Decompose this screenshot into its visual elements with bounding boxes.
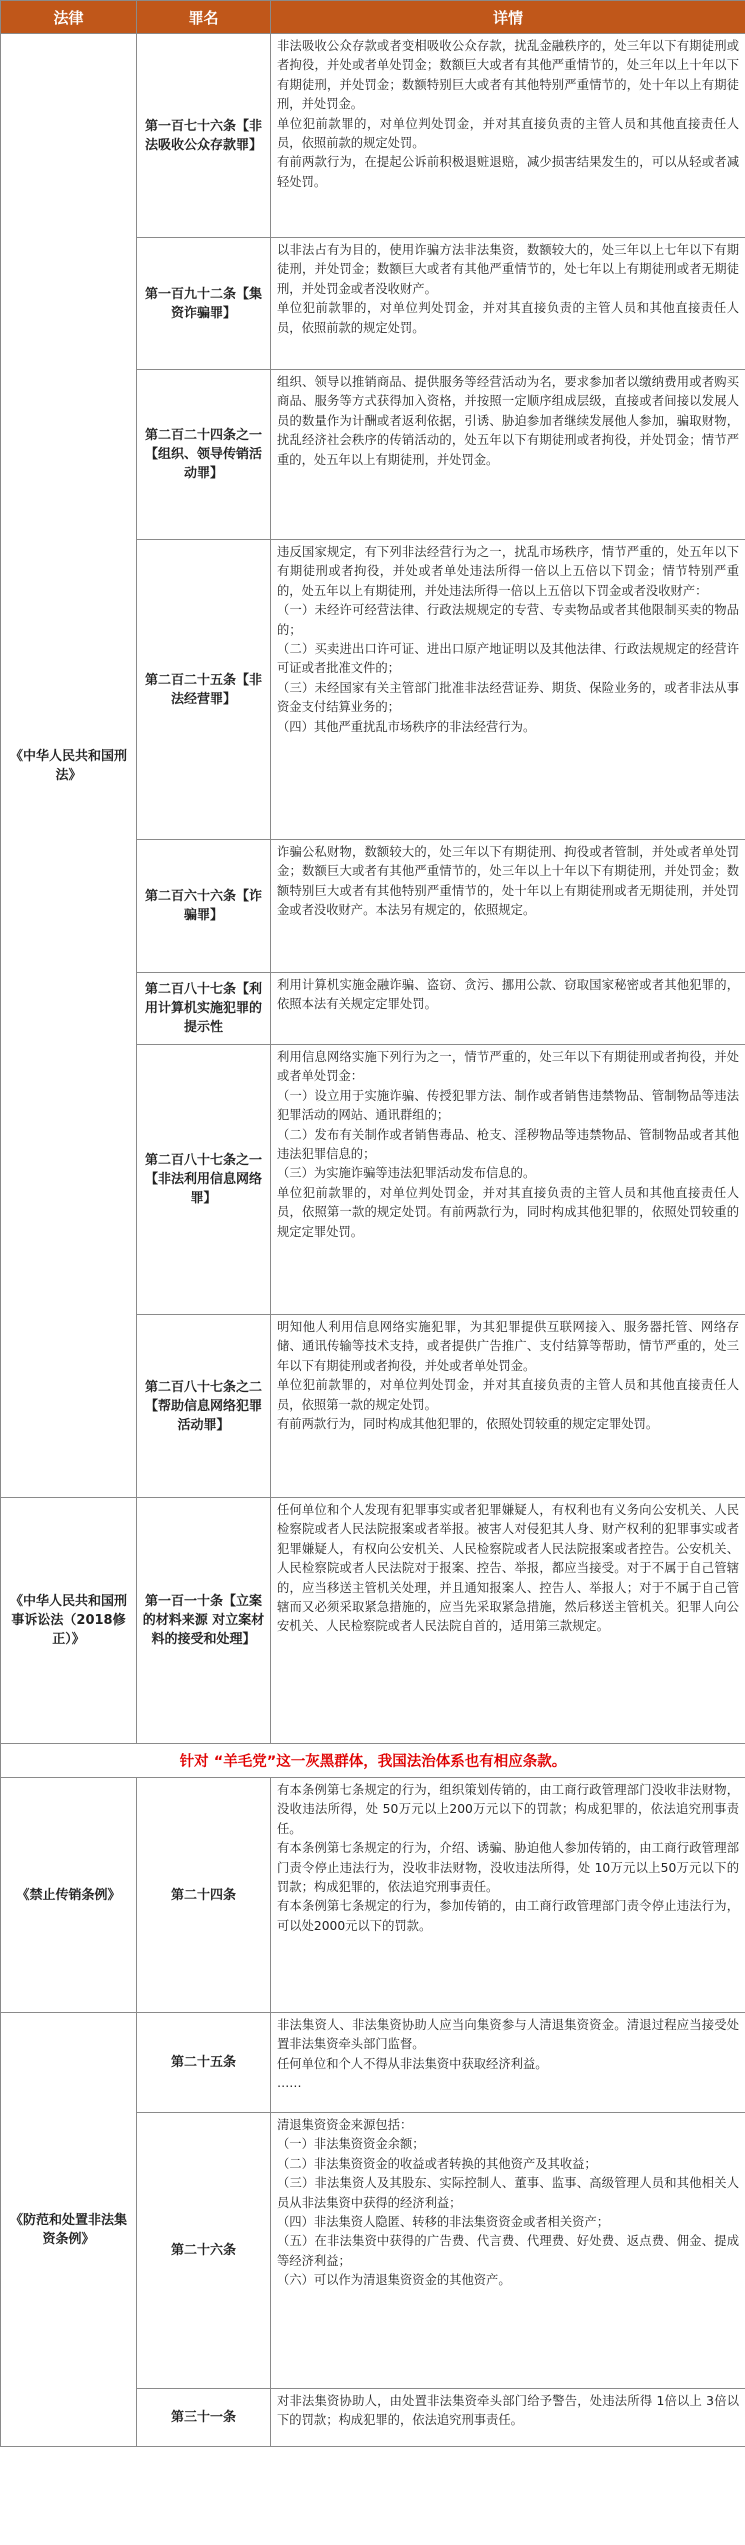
detail-line: （二）买卖进出口许可证、进出口原产地证明以及其他法律、行政法规规定的经营许可证或者批准文件的； (277, 642, 739, 676)
detail-line: （三）非法集资人及其股东、实际控制人、董事、监事、高级管理人员和其他相关人员从非法集资中获得的经济利益； (277, 2176, 739, 2210)
article-225: 第二百二十五条【非法经营罪】 (137, 540, 271, 840)
detail-line: 利用信息网络实施下列行为之一，情节严重的，处三年以下有期徒刑或者拘役，并处或者单处罚金： (277, 1050, 739, 1084)
detail-line: 单位犯前款罪的，对单位判处罚金，并对其直接负责的主管人员和其他直接责任人员，依照第一款的规定处罚。 (277, 1378, 739, 1412)
detail-line: （六）可以作为清退集资资金的其他资产。 (277, 2273, 511, 2288)
article-266: 第二百六十六条【诈骗罪】 (137, 840, 271, 973)
table-row (1, 2013, 745, 2113)
law-name-criminal-law: 《中华人民共和国刑法》 (1, 34, 137, 1498)
table-header-row (1, 1, 745, 34)
detail-line: （五）在非法集资中获得的广告费、代言费、代理费、好处费、返点费、佣金、提成等经济利益； (277, 2234, 739, 2268)
article-192: 第一百九十二条【集资诈骗罪】 (137, 238, 271, 370)
header-crime: 罪名 (137, 1, 271, 34)
detail-287-1 (271, 1045, 745, 1315)
detail-line: 单位犯前款罪的，对单位判处罚金，并对其直接负责的主管人员和其他直接责任人员，依照前款的规定处罚。 (277, 116, 739, 151)
table-row (1, 1778, 745, 2013)
article-287-1: 第二百八十七条之一【非法利用信息网络罪】 (137, 1045, 271, 1315)
highlight-row (1, 1744, 745, 1778)
detail-line: （二）非法集资资金的收益或者转换的其他资产及其收益； (277, 2156, 597, 2171)
article-24: 第二十四条 (137, 1778, 271, 2013)
detail-266 (271, 840, 745, 973)
detail-line: 单位犯前款罪的，对单位判处罚金，并对其直接负责的主管人员和其他直接责任人员，依照前款的规定处罚。 (277, 301, 739, 335)
table-row (1, 34, 745, 238)
detail-line: （二）发布有关制作或者销售毒品、枪支、淫秽物品等违禁物品、管制物品或者其他违法犯罪信息的； (277, 1127, 739, 1162)
detail-line: 任何单位和个人不得从非法集资中获取经济利益。 (277, 2056, 548, 2071)
detail-line: 有本条例第七条规定的行为，介绍、诱骗、胁迫他人参加传销的，由工商行政管理部门责令停止违法行为，没收非法财物，没收违法所得，处 10万元以上50万元以下的罚款；构成犯罪的，依法追究刑事责任。 (277, 1841, 739, 1895)
detail-224-1 (271, 370, 745, 540)
detail-line: 有本条例第七条规定的行为，组织策划传销的，由工商行政管理部门没收非法财物，没收违法所得，处 50万元以上200万元以下的罚款；构成犯罪的，依法追究刑事责任。 (277, 1783, 739, 1836)
detail-26 (271, 2113, 745, 2389)
detail-line: （一）非法集资资金余额； (277, 2137, 425, 2152)
article-31: 第三十一条 (137, 2389, 271, 2447)
header-law: 法律 (1, 1, 137, 34)
detail-line: 以非法占有为目的，使用诈骗方法非法集资，数额较大的，处三年以上七年以下有期徒刑，并处罚金；数额巨大或者有其他严重情节的，处七年以上有期徒刑或者无期徒刑，并处罚金或者没收财产。 (277, 243, 739, 296)
law-name-procedure-law: 《中华人民共和国刑事诉讼法（2018修正）》 (1, 1498, 137, 1744)
article-25: 第二十五条 (137, 2013, 271, 2113)
detail-line: 对非法集资协助人，由处置非法集资牵头部门给予警告，处违法所得 1倍以上 3倍以下的罚款；构成犯罪的，依法追究刑事责任。 (277, 2394, 739, 2428)
detail-line: 非法集资人、非法集资协助人应当向集资参与人清退集资资金。清退过程应当接受处置非法集资牵头部门监督。 (277, 2018, 739, 2052)
detail-line: （三）未经国家有关主管部门批准非法经营证券、期货、保险业务的，或者非法从事资金支付结算业务的； (277, 680, 739, 715)
detail-line: 任何单位和个人发现有犯罪事实或者犯罪嫌疑人，有权利也有义务向公安机关、人民检察院或者人民法院报案或者举报。被害人对侵犯其人身、财产权利的犯罪事实或者犯罪嫌疑人，有权向公安机关、人民检察院或者人民法院报案或者控告。公安机关、人民检察院或者人民法院对于报案、控告、举报，都应当接受。对于不属于自己管辖的，应当移送主管机关处理，并且通知报案人、控告人、举报人；对于不属于自己管辖而又必须采取紧急措施的，应当先采取紧急措施，然后移送主管机关。犯罪人向公安机关、人民检察院或者人民法院自首的，适用第三款规定。 (277, 1503, 739, 1634)
detail-line: 组织、领导以推销商品、提供服务等经营活动为名，要求参加者以缴纳费用或者购买商品、服务等方式获得加入资格，并按照一定顺序组成层级，直接或者间接以发展人员的数量作为计酬或者返利依据，引诱、胁迫参加者继续发展他人参加，骗取财物，扰乱经济社会秩序的传销活动的，处五年以下有期徒刑或者拘役，并处罚金；情节严重的，处五年以上有期徒刑，并处罚金。 (277, 375, 739, 467)
detail-192 (271, 238, 745, 370)
table-row (1, 1498, 745, 1744)
detail-line: （一）未经许可经营法律、行政法规规定的专营、专卖物品或者其他限制买卖的物品的； (277, 603, 739, 637)
detail-line: （四）其他严重扰乱市场秩序的非法经营行为。 (277, 719, 536, 734)
article-110: 第一百一十条【立案的材料来源 对立案材料的接受和处理】 (137, 1498, 271, 1744)
highlight-note: 针对 “羊毛党”这一灰黑群体，我国法治体系也有相应条款。 (1, 1744, 745, 1778)
detail-287-2 (271, 1315, 745, 1498)
detail-25 (271, 2013, 745, 2113)
header-detail: 详情 (271, 1, 745, 34)
article-287: 第二百八十七条【利用计算机实施犯罪的提示性 (137, 973, 271, 1045)
detail-line: 有本条例第七条规定的行为，参加传销的，由工商行政管理部门责令停止违法行为，可以处2000元以下的罚款。 (277, 1899, 739, 1933)
article-26: 第二十六条 (137, 2113, 271, 2389)
detail-31 (271, 2389, 745, 2447)
detail-line: 利用计算机实施金融诈骗、盗窃、贪污、挪用公款、窃取国家秘密或者其他犯罪的，依照本法有关规定定罪处罚。 (277, 978, 739, 1012)
article-287-2: 第二百八十七条之二【帮助信息网络犯罪活动罪】 (137, 1315, 271, 1498)
detail-line: 有前两款行为，在提起公诉前积极退赃退赔，减少损害结果发生的，可以从轻或者减轻处罚。 (277, 155, 739, 189)
detail-line: 清退集资资金来源包括： (277, 2118, 413, 2132)
law-name-pyramid-regulation: 《禁止传销条例》 (1, 1778, 137, 2013)
detail-24 (271, 1778, 745, 2013)
detail-line: 非法吸收公众存款或者变相吸收公众存款，扰乱金融秩序的，处三年以下有期徒刑或者拘役，并处或者单处罚金；数额巨大或者有其他严重情节的，处三年以上十年以下有期徒刑，并处罚金；数额特别巨大或者有其他特别严重情节的，处十年以上有期徒刑，并处罚金。 (277, 39, 739, 112)
detail-line: 单位犯前款罪的，对单位判处罚金，并对其直接负责的主管人员和其他直接责任人员，依照第一款的规定处罚。有前两款行为，同时构成其他犯罪的，依照处罚较重的规定定罪处罚。 (277, 1185, 739, 1239)
article-176: 第一百七十六条【非法吸收公众存款罪】 (137, 34, 271, 238)
detail-110 (271, 1498, 745, 1744)
detail-line: （四）非法集资人隐匿、转移的非法集资资金或者相关资产； (277, 2215, 610, 2230)
detail-line: 违反国家规定，有下列非法经营行为之一，扰乱市场秩序，情节严重的，处五年以下有期徒刑或者拘役，并处或者单处违法所得一倍以上五倍以下罚金；情节特别严重的，处五年以上有期徒刑，并处违法所得一倍以上五倍以下罚金或者没收财产： (277, 545, 739, 598)
detail-225 (271, 540, 745, 840)
detail-176 (271, 34, 745, 238)
detail-line: 明知他人利用信息网络实施犯罪，为其犯罪提供互联网接入、服务器托管、网络存储、通讯传输等技术支持，或者提供广告推广、支付结算等帮助，情节严重的，处三年以下有期徒刑或者拘役，并处或者单处罚金。 (277, 1320, 739, 1373)
detail-line: （三）为实施诈骗等违法犯罪活动发布信息的。 (277, 1166, 536, 1181)
detail-line: 诈骗公私财物，数额较大的，处三年以下有期徒刑、拘役或者管制，并处或者单处罚金；数额巨大或者有其他严重情节的，处三年以上十年以下有期徒刑，并处罚金；数额特别巨大或者有其他特别严重情节的，处十年以上有期徒刑或者无期徒刑，并处罚金或者没收财产。本法另有规定的，依照规定。 (277, 845, 739, 918)
law-name-fundraising-regulation: 《防范和处置非法集资条例》 (1, 2013, 137, 2447)
detail-line: …… (277, 2076, 302, 2091)
detail-287 (271, 973, 745, 1045)
detail-line: （一）设立用于实施诈骗、传授犯罪方法、制作或者销售违禁物品、管制物品等违法犯罪活动的网站、通讯群组的； (277, 1088, 739, 1123)
article-224-1: 第二百二十四条之一【组织、领导传销活动罪】 (137, 370, 271, 540)
detail-line: 有前两款行为，同时构成其他犯罪的，依照处罚较重的规定定罪处罚。 (277, 1417, 659, 1432)
